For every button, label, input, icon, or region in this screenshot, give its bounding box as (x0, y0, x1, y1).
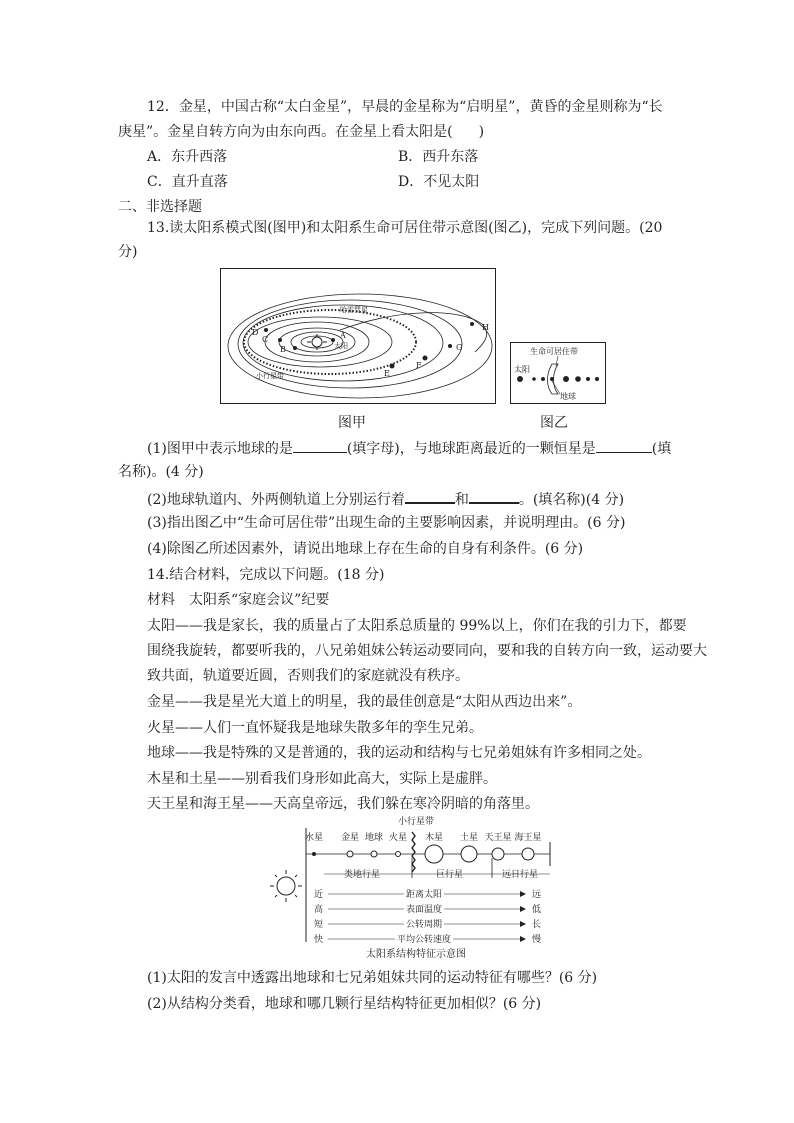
planet-label-4: 木星 (425, 833, 444, 843)
q13-sub2-blank2[interactable] (469, 488, 519, 504)
q13-sub1-part2: (填字母)，与地球距离最近的一颗恒星是 (346, 441, 596, 457)
trend-right-2: 长 (532, 920, 542, 930)
planet-label-2: 地球 (365, 833, 384, 843)
group-terrestrial: 类地行星 (344, 870, 381, 880)
trend-label-0: 距离太阳 (406, 890, 443, 900)
q13-sub2-blank1[interactable] (405, 488, 455, 504)
planet-mark-4 (425, 845, 443, 863)
q14-p6: 天王星和海王星——天高皇帝远，我们躲在寒冷阴暗的角落里。 (147, 796, 539, 812)
trend-left-0: 近 (314, 890, 324, 900)
q13-sub1-blank1[interactable] (293, 438, 347, 453)
label-h: H (482, 323, 489, 332)
q13-sub2-part1: (2)地球轨道内、外两侧轨道上分别运行着 (147, 492, 405, 508)
asteroid-belt-marker (412, 832, 415, 872)
q14-p1-line2: 围绕我旋转，都要听我的，八兄弟姐妹公转运动要同向，要和我的自转方向一致，运动要大 (147, 643, 707, 659)
group-giant: 巨行星 (436, 870, 464, 880)
q12-line2 (118, 122, 484, 142)
planet-label-3: 火星 (389, 833, 408, 843)
planet-mark-1 (347, 851, 353, 857)
label-asteroid-belt-2: 小行星带 (398, 817, 435, 827)
q14-sub2: (2)从结构分类看，地球和哪几颗行星结构特征更加相似？(6 分) (147, 996, 542, 1012)
planet-label-6: 天王星 (484, 833, 512, 843)
q14-p1-line3: 致共面，轨道要近圆，否则我们的家庭就没有秩序。 (147, 668, 469, 684)
figure-solar-structure (266, 814, 556, 964)
q13-line2: 分) (118, 244, 138, 260)
trend-left-1: 高 (314, 905, 324, 915)
q13-sub2-part2: 和 (454, 492, 469, 508)
label-habitable-zone: 生命可居住带 (530, 347, 578, 356)
q13-sub1-part1: (1)图甲中表示地球的是 (147, 441, 293, 457)
label-sun: 太阳 (334, 342, 348, 350)
section-title: 二、非选择题 (118, 199, 202, 215)
q14-p1-line1: 太阳——我是家长，我的质量占了太阳系总质量的 99%以上，你们在我的引力下，都要 (147, 618, 687, 634)
q14-material-title: 材料 太阳系“家庭会议”纪要 (147, 592, 330, 608)
q12-option-d: D．不见太阳 (398, 174, 480, 190)
q13-sub2-part3: 。(填名称)(4 分) (518, 492, 625, 508)
planet-label-1: 金星 (341, 833, 360, 843)
q13-sub1-line1 (147, 438, 671, 459)
q13-sub1-line2: 名称)。(4 分) (118, 464, 204, 480)
q13-sub1-part3: (填 (651, 441, 672, 457)
trend-arrowhead-3 (520, 936, 526, 942)
q13-sub3: (3)指出图乙中“生命可居住带”出现生命的主要影响因素，并说明理由。(6 分) (147, 515, 626, 531)
planet-mark-0 (313, 853, 316, 856)
figure-b-caption: 图乙 (540, 415, 568, 431)
q12-option-b: B．西升东落 (398, 149, 479, 165)
label-a: A (340, 331, 346, 340)
q13-line1: 13.读太阳系模式图(图甲)和太阳系生命可居住带示意图(图乙)，完成下列问题。(20 (147, 220, 663, 236)
trend-label-1: 表面温度 (406, 905, 443, 915)
figure-habitable-zone (510, 342, 606, 404)
q13-sub4: (4)除图乙所述因素外，请说出地球上存在生命的自身有利条件。(6 分) (147, 541, 584, 557)
trend-left-3: 快 (314, 935, 324, 945)
q14-sub1: (1)太阳的发言中透露出地球和七兄弟姐妹共同的运动特征有哪些？(6 分) (147, 970, 598, 986)
label-f: F (416, 361, 422, 370)
trend-right-0: 远 (532, 890, 542, 900)
q14-p5: 木星和土星——别看我们身形如此高大，实际上是虚胖。 (147, 771, 497, 787)
label-earth-b: 地球 (560, 392, 576, 401)
planet-label-5: 土星 (460, 833, 479, 843)
sun-symbol-2 (270, 870, 302, 902)
q12-option-a: A．东升西落 (147, 149, 228, 165)
label-d: D (252, 328, 259, 337)
planet-mark-7 (522, 848, 534, 860)
q14-p3: 火星——人们一直怀疑我是地球失散多年的孪生兄弟。 (147, 720, 483, 736)
q13-sub1-blank2[interactable] (596, 438, 652, 453)
planet-mark-3 (396, 852, 401, 857)
trend-arrowhead-1 (520, 906, 526, 912)
q12-stem-end: 庚星”。金星自转方向为由东向西。在金星上看太阳是( (118, 124, 453, 140)
planet-mark-6 (492, 848, 504, 860)
planet-label-7: 海王星 (514, 833, 542, 843)
structure-caption: 太阳系结构特征示意图 (366, 949, 466, 960)
trend-right-1: 低 (532, 905, 542, 915)
label-g: G (456, 343, 463, 352)
q14-p4: 地球——我是特殊的又是普通的，我的运动和结构与七兄弟姐妹有许多相同之处。 (147, 745, 651, 761)
label-sun-b: 太阳 (514, 365, 530, 374)
trend-arrowhead-0 (520, 891, 526, 897)
label-e: E (384, 369, 390, 378)
trend-label-3: 平均公转速度 (397, 935, 452, 945)
q14-p2: 金星——我是星光大道上的明星，我的最佳创意是“太阳从西边出来”。 (147, 694, 582, 710)
planet-mark-2 (371, 851, 377, 857)
q12-line1: 12．金星，中国古称“太白金星”，早晨的金星称为“启明星”，黄昏的金星则称为“长 (147, 99, 663, 115)
q14-line1: 14.结合材料，完成以下问题。(18 分) (147, 567, 385, 583)
group-outer: 远日行星 (502, 870, 539, 880)
trend-left-2: 短 (314, 920, 324, 930)
label-c: C (262, 335, 269, 344)
q12-option-c: C．直升直落 (147, 174, 228, 190)
label-asteroid-belt: 小行星带 (256, 372, 284, 380)
planet-mark-5 (461, 846, 477, 862)
trend-right-3: 慢 (532, 935, 542, 945)
q12-paren-close: ) (478, 124, 485, 140)
trend-arrowhead-2 (520, 921, 526, 927)
figure-a-caption: 图甲 (338, 415, 366, 431)
planet-label-0: 水星 (305, 833, 324, 843)
label-b: B (280, 345, 286, 354)
trend-label-2: 公转周期 (406, 920, 443, 930)
q13-sub2 (147, 488, 624, 510)
label-comet: 哈雷彗星 (340, 306, 368, 314)
figure-solar-system (220, 268, 496, 404)
